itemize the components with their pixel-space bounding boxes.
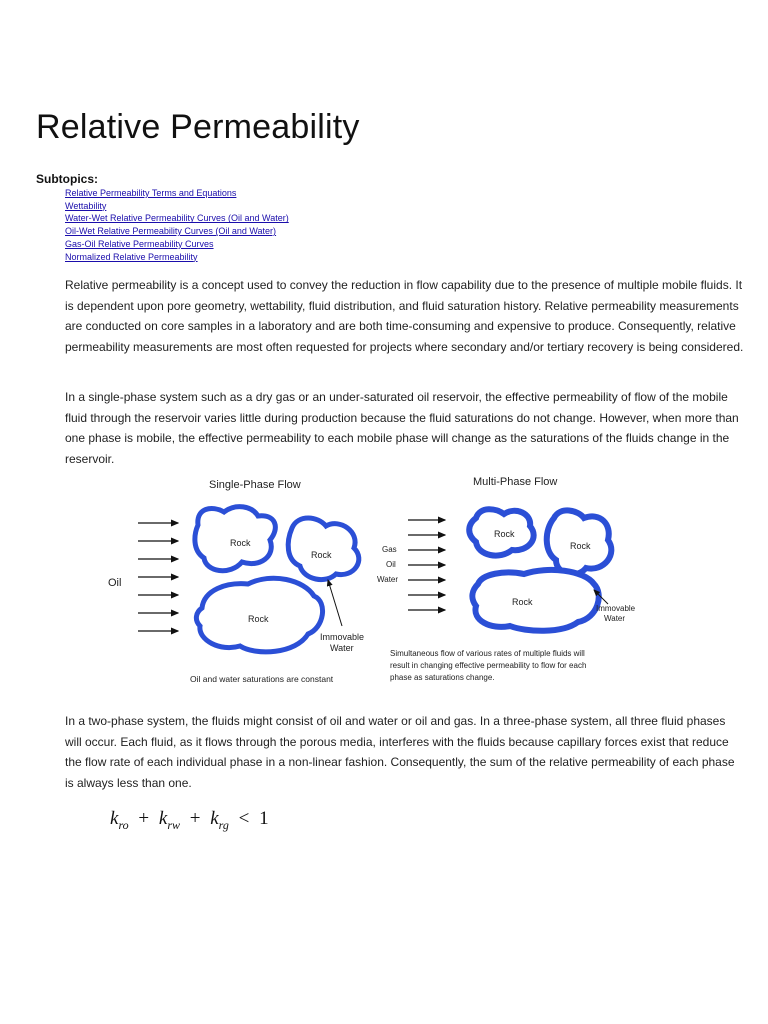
single-phase-caption: Oil and water saturations are constant [190,674,334,684]
subtopic-item [65,200,289,213]
multi-phase-title: Multi-Phase Flow [473,476,558,488]
subtopic-link-normalized[interactable]: Normalized Relative Permeability [65,251,198,262]
rock-label: Rock [494,529,515,539]
subtopic-link-water-wet-curves[interactable]: Water-Wet Relative Permeability Curves (Oil and Water) [65,213,289,224]
rock-label: Rock [512,597,533,607]
oil-label: Oil [386,560,396,569]
immovable-water-label: Immovable Water [320,632,365,653]
subtopic-item [65,238,289,251]
oil-label: Oil [108,577,122,589]
rock-label: Rock [230,538,251,548]
relative-permeability-sum-formula [110,808,269,833]
rock-label: Rock [248,614,269,624]
page-title: Relative Permeability [36,108,360,146]
subtopics-list [65,187,289,263]
subtopics-heading: Subtopics: [36,172,98,186]
formula-operator: < [238,808,250,829]
gas-label: Gas [382,545,397,554]
rock-label: Rock [570,541,591,551]
single-phase-title: Single-Phase Flow [209,479,301,491]
formula-term: k [158,808,168,829]
formula-term: k [210,808,219,829]
oil-inflow-arrows [138,523,178,631]
rock-grain-6 [472,570,598,631]
multi-phase-paragraph: In a two-phase system, the fluids might consist of oil and water or oil and gas. In a three-phase system, all three fluid phases will occur. Each fluid, as it flows through the porous media, interferes with the fluids because capillary forces exist that reduce the flow rate of each individual phase in a non-linear fashion. Consequently, the sum of the relative permeability of each phase is always less than one. [65,714,735,790]
water-label: Water [377,575,399,584]
rock-label: Rock [311,550,332,560]
immovable-water-label: Immovable Water [596,604,636,623]
single-phase-paragraph: In a single-phase system such as a dry gas or an under-saturated oil reservoir, the effective permeability of flow of the mobile fluid through the reservoir varies little during production because the fluid saturations do not change. However, when more than one phase is mobile, the effective permeability to each mobile phase will change as the saturations of the fluids change in the reservoir. [65,390,739,466]
formula-operator: + [189,808,201,829]
subtopic-item [65,225,289,238]
multi-inflow-arrows [408,520,445,610]
formula-subscript: rw [167,817,181,832]
subtopic-link-wettability[interactable]: Wettability [65,200,107,211]
subtopic-link-oil-wet-curves[interactable]: Oil-Wet Relative Permeability Curves (Oil and Water) [65,226,277,237]
formula-term: k [110,808,119,829]
subtopic-item [65,212,289,225]
intro-paragraph: Relative permeability is a concept used to convey the reduction in flow capability due to the presence of multiple mobile fluids. It is dependent upon pore geometry, wettability, fluid distribution, and fluid saturation history. Relative permeability measurements are conducted on core samples in a laboratory and are both time-consuming and expensive to produce. Consequently, relative permeability measurements are most often requested for projects where secondary and/or tertiary recovery is being considered. [65,278,744,354]
subtopic-link-terms-equations[interactable]: Relative Permeability Terms and Equations [65,188,237,198]
subtopic-item [65,251,289,264]
flow-diagram [100,470,660,690]
formula-operator: + [138,808,150,829]
formula-rhs: 1 [259,808,269,829]
subtopic-link-gas-oil-curves[interactable]: Gas-Oil Relative Permeability Curves [65,238,214,249]
multi-phase-caption: Simultaneous flow of various rates of multiple fluids will result in changing effective permeability to flow for each phase as saturations change. [390,649,587,682]
formula-subscript: ro [118,817,129,832]
immovable-water-pointer [328,580,342,626]
subtopic-item [65,187,289,200]
formula-subscript: rg [218,817,229,832]
rock-grain-2 [288,518,359,580]
